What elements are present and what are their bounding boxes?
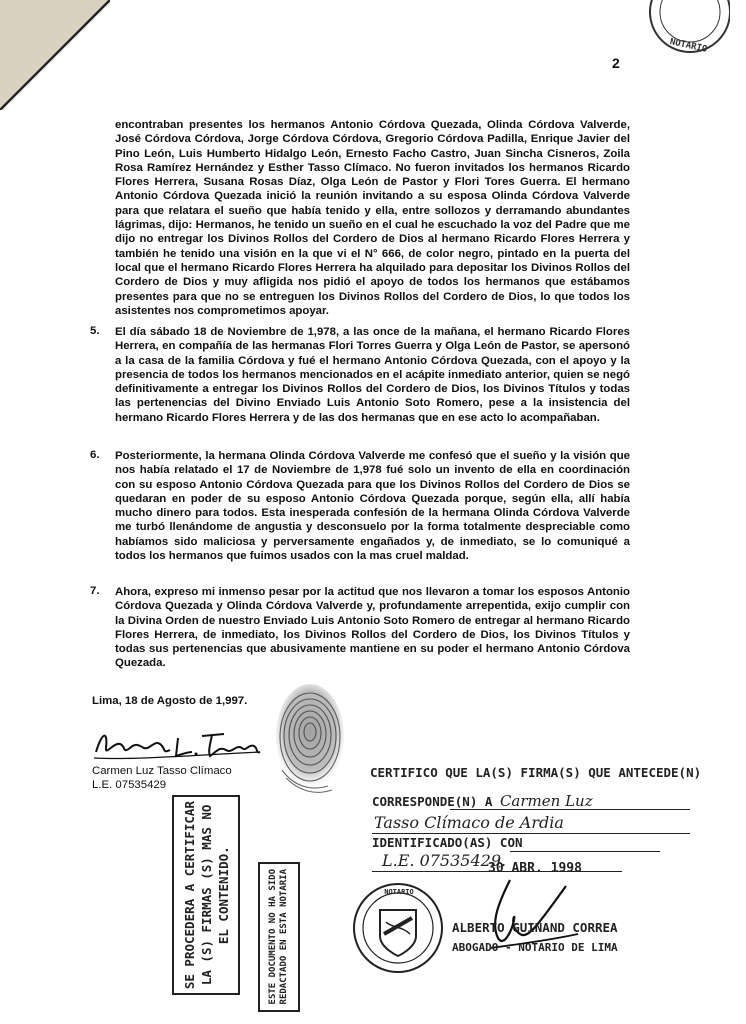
stamp-line: SE PROCEDERA A CERTIFICAR <box>181 800 197 990</box>
notary-title: ABOGADO - NOTARIO DE LIMA <box>452 941 618 954</box>
signatory-name: Carmen Luz Tasso Clímaco <box>92 765 232 777</box>
cert-line-1: CERTIFICO QUE LA(S) FIRMA(S) QUE ANTECEDE(N) <box>370 765 702 780</box>
cert-line-4: IDENTIFICADO(AS) CON <box>372 835 523 850</box>
paragraph-text: Posteriormente, la hermana Olinda Córdova Valverde me confesó que el sueño y la visión que nos había relatado el 17 de Noviembre de 1,978 fué solo un invento de ella en coordinación con su esposo Antonio Córdova Quezada para que los Divinos Rollos del Cordero de Dios se quedaran en poder de su esposo Antonio Córdova Quezada porque, según ella, allí había mucho dinero para todos. Esta inesperada confesión de la hermana Olinda Córdova Valverde me turbó llenándome de angustia y desconsuelo por la forma totalmente despreciable como habíamos sido maliciosa y perversamente engañados y, de inmediato, se lo comuniqué a todos los hermanos que fuimos usados con la mas cruel maldad. <box>115 450 630 563</box>
round-notary-stamp <box>640 0 730 74</box>
page-number: 2 <box>612 55 620 71</box>
paragraph-text: El día sábado 18 de Noviembre de 1,978, a las once de la mañana, el hermano Ricardo Flores Herrera, en compañía de las hermanas Flori Torres Guerra y Olga León de Pastor, se apersonó a la casa de la familia Córdova y fué el hermano Antonio Córdova Quezada, con el apoyo y la presencia de todos los hermanos mencionados en el acápite inmediato anterior, quien se negó definitivamente a entregar los Divinos Rollos del Cordero de Dios, los Divinos Títulos y todas las pertenencias del Divino Enviado Luis Antonio Soto Romero, pese a la insistencia del hermano Ricardo Flores Herrera y de las dos hermanas que en ese acto lo acompañaban. <box>115 326 630 424</box>
round-stamp-text: NOTARIO <box>668 37 709 55</box>
certify-signatures-only-stamp <box>172 795 240 995</box>
stamp-line: REDACTADO EN ESTA NOTARIA <box>279 869 289 1005</box>
cert-handwritten-name: Carmen Luz <box>499 792 593 810</box>
date-line: Lima, 18 de Agosto de 1,997. <box>92 695 248 707</box>
stamp-line: EL CONTENIDO. <box>215 846 231 944</box>
signatory-id: L.E. 07535429 <box>92 779 167 791</box>
intro-paragraph: encontraban presentes los hermanos Antonio Córdova Quezada, Olinda Córdova Valverde, José Córdova Córdova, Jorge Córdova Córdova, Gregorio Córdova Padilla, Enrique Javier del Pino León, Luis Humberto Hidalgo León, Ernesto Facho Castro, Juan Sincha Cisneros, Zoila Rosa Ramírez Hernández y Esther Tasso Clímaco. No fueron invitados los hermanos Ricardo Flores Herrera, Susana Rosas Díaz, Olga León de Pastor y Flori Tores Guerra. El hermano Antonio Córdova Quezada inició la reunión invitando a su esposa Olinda Córdova Valverde para que relatara el sueño que había tenido y ella, entre sollozos y derramando abundantes lágrimas, dijo: Hermanos, he tenido un sueño en el cual he escuchado la voz del Padre que me dijo no entregar los Divinos Rollos del Cordero de Dios al hermano Ricardo Flores Herrera y también he tenido una visión en la que vi el N° 666, de color negro, pintado en la puerta del local que el hermano Ricardo Flores Herrera ha alquilado para depositar los Divinos Rollos del Cordero de Dios y muy afligida nos pidió el apoyo de todos los hermanos que estábamos presentes para que no se entreguen los Divinos Rollos del Cordero de Dios, lo que todos los asistentes nos comprometimos apoyar. <box>115 119 630 317</box>
cert-date: 30 ABR. 1998 <box>488 861 582 876</box>
not-drafted-here-stamp <box>258 862 300 1012</box>
paragraph-text: Ahora, expreso mi inmenso pesar por la actitud que nos llevaron a tomar los esposos Antonio Córdova Quezada y Olinda Córdova Valverde y, profundamente arrepentida, exijo cumplir con la Divina Orden de nuestro Enviado Luis Antonio Soto Romero de entregar al hermano Ricardo Flores Herrera, de inmediato, los Divinos Rollos del Cordero de Dios, los Divinos Títulos y todas sus pertenencias que abusivamente mantiene en su poder el hermano Antonio Córdova Quezada. <box>115 586 630 670</box>
stamp-line: ESTE DOCUMENTO NO HA SIDO <box>268 869 278 1005</box>
cert-line-2-prefix: CORRESPONDE(N) A <box>372 794 493 809</box>
paragraph-number: 5. <box>90 325 100 337</box>
paragraph-number: 7. <box>90 585 100 597</box>
notary-name: ALBERTO GUINAND CORREA <box>452 920 618 935</box>
fingerprint-mark <box>268 680 348 802</box>
seal-text: NOTARIO <box>384 888 414 896</box>
cert-handwritten-surname: Tasso Clímaco de Ardia <box>374 813 564 832</box>
folded-corner <box>0 0 110 110</box>
cert-handwritten-id: L.E. 07535429. <box>382 851 507 870</box>
stamp-line: LA (S) FIRMAS (S) MAS NO <box>198 804 214 986</box>
notary-seal <box>350 880 448 976</box>
handwritten-signature <box>92 722 262 766</box>
cert-line-2 <box>372 792 593 810</box>
paragraph-number: 6. <box>90 449 100 461</box>
